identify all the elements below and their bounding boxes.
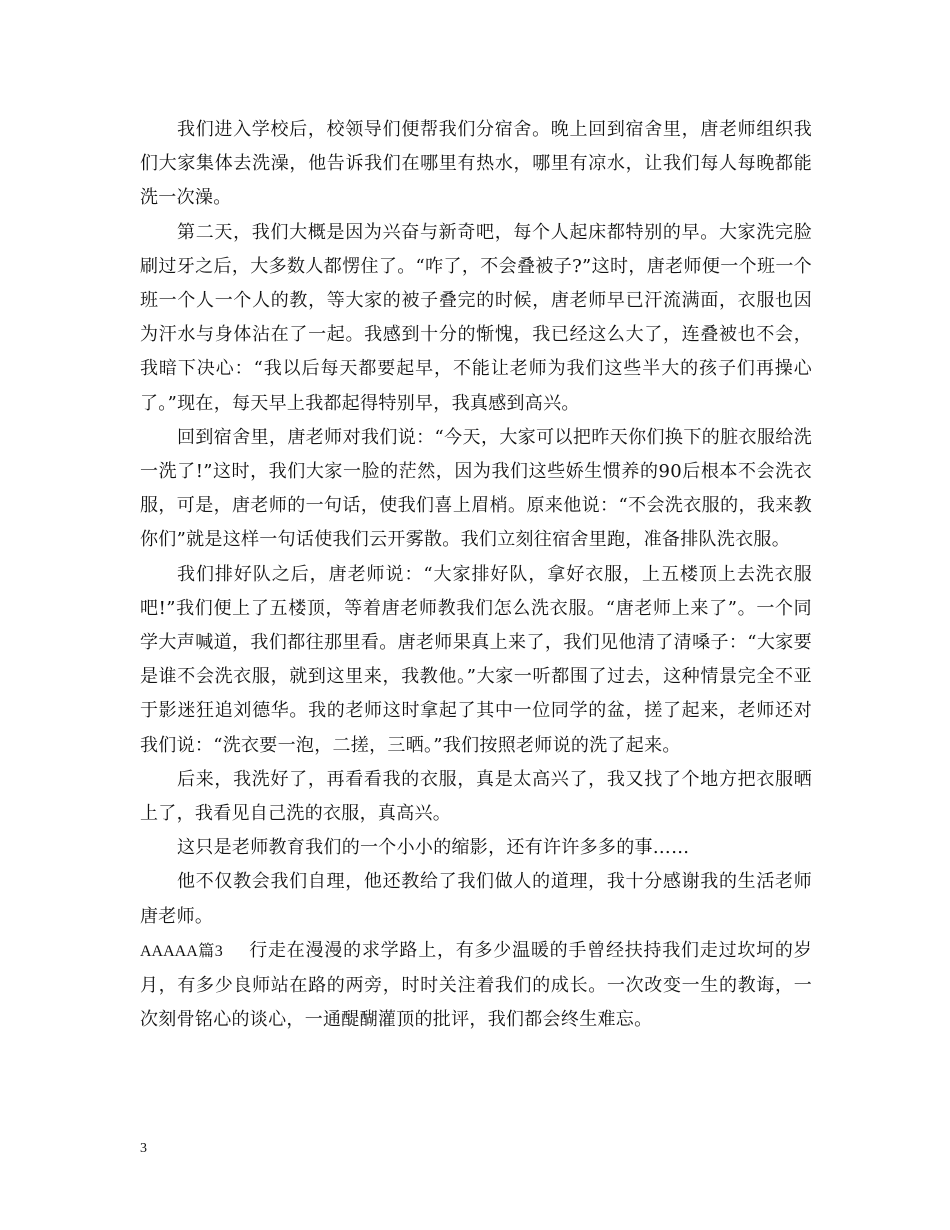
paragraph-miniature: 这只是老师教育我们的一个小小的缩影，还有许许多多的事…… bbox=[177, 837, 690, 859]
paragraph-clothes-done: 后来，我洗好了，再看看我的衣服，真是太高兴了，我又找了个地方把衣服晒上了，我看见自己洗的衣服，真高兴。 bbox=[140, 768, 812, 825]
paragraph-gratitude: 他不仅教会我们自理，他还教给了我们做人的道理，我十分感谢我的生活老师唐老师。 bbox=[140, 871, 812, 927]
section-intro-text: 行走在漫漫的求学路上，有多少温暖的手曾经扶持我们走过坎坷的岁月，有多少良师站在路的两旁，时时关注着我们的成长。一次改变一生的教诲，一次刻骨铭心的谈心，一通醍醐灌顶的批评，我们都会终生难忘。 bbox=[140, 939, 812, 1031]
document-body bbox=[140, 113, 812, 1037]
paragraph-washing-lesson: 我们排好队之后，唐老师说：“大家排好队，拿好衣服，上五楼顶上去洗衣服吧!”我们便上了五楼顶，等着唐老师教我们怎么洗衣服。“唐老师上来了”。一个同学大声喊道，我们都往那里看。唐老师果真上来了，我们见他清了清嗓子：“大家要是谁不会洗衣服，就到这里来，我教他。”大家一听都围了过去，这种情景完全不亚于影迷狂追刘德华。我的老师这时拿起了其中一位同学的盆，搓了起来，老师还对我们说：“洗衣要一泡，二搓，三晒。”我们按照老师说的洗了起来。 bbox=[140, 563, 812, 756]
page-number: 3 bbox=[140, 1141, 147, 1156]
section-3-intro-paragraph bbox=[140, 934, 812, 1038]
paragraph-washing-clothes-intro: 回到宿舍里，唐老师对我们说：“今天，大家可以把昨天你们换下的脏衣服给洗一洗了!”这时，我们大家一脸的茫然，因为我们这些娇生惯养的90后根本不会洗衣服，可是，唐老师的一句话，使我们喜上眉梢。原来他说：“不会洗衣服的，我来教你们”就是这样一句话使我们云开雾散。我们立刻往宿舍里跑，准备排队洗衣服。 bbox=[140, 426, 812, 551]
paragraph-folding-quilts: 第二天，我们大概是因为兴奋与新奇吧，每个人起床都特别的早。大家洗完脸刷过牙之后，大多数人都愣住了。“咋了，不会叠被子?”这时，唐老师便一个班一个班一个人一个人的教，等大家的被子叠完的时候，唐老师早已汗流满面，衣服也因为汗水与身体沾在了一起。我感到十分的惭愧，我已经这么大了，连叠被也不会，我暗下决心：“我以后每天都要起早，不能让老师为我们这些半大的孩子们再操心了。”现在，每天早上我都起得特别早，我真感到高兴。 bbox=[140, 221, 812, 414]
paragraph-dorm-assignment: 我们进入学校后，校领导们便帮我们分宿舍。晚上回到宿舍里，唐老师组织我们大家集体去洗澡，他告诉我们在哪里有热水，哪里有凉水，让我们每人每晚都能洗一次澡。 bbox=[140, 119, 812, 209]
section-heading: AAAAA篇3 bbox=[140, 942, 223, 960]
